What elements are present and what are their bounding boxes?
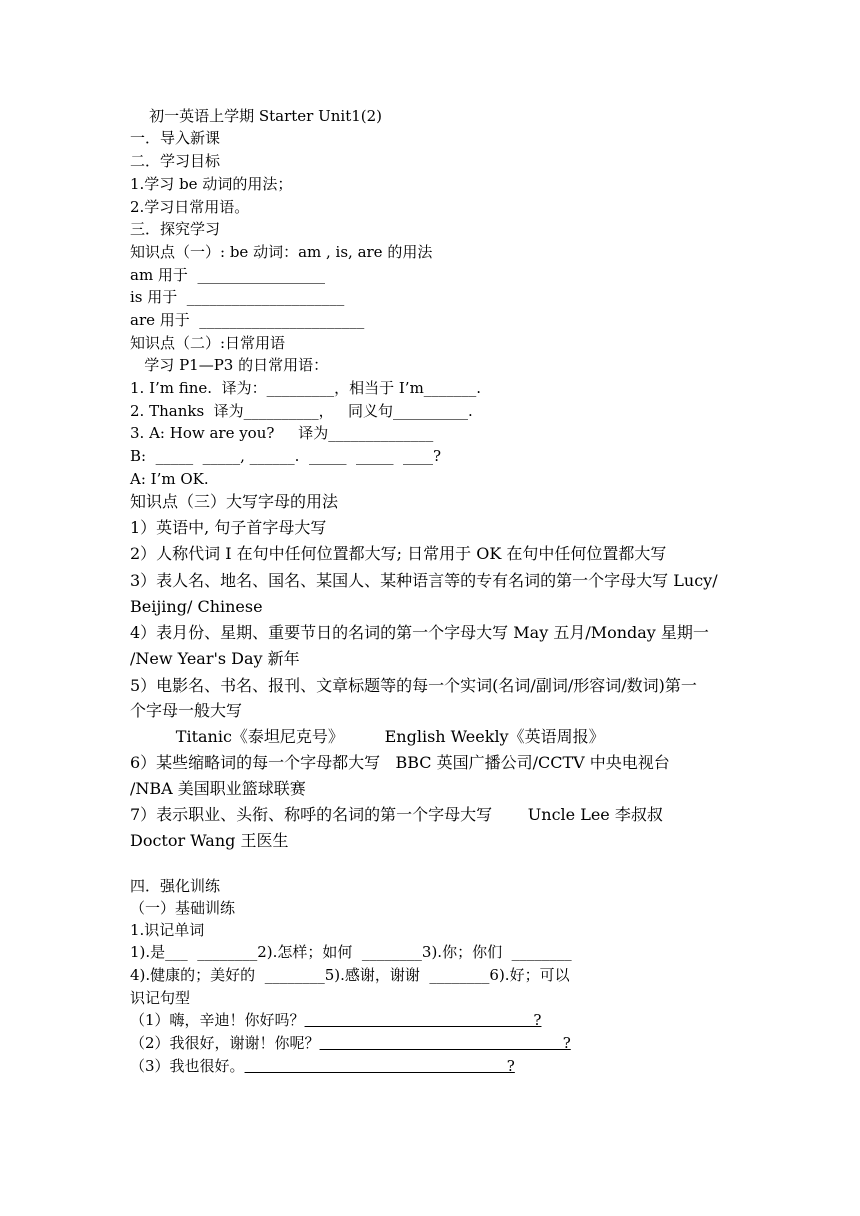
sentence-prompt: （1）嗨，辛迪！你好吗？ [130,1011,305,1029]
sentence-prompt: （2）我很好，谢谢！你呢？ [130,1034,320,1052]
text-line: A: I’m OK. [130,470,209,488]
answer-blank: ? [304,1011,542,1029]
text-line: Beijing/ Chinese [130,597,263,616]
sentence-prompt: （3）我也很好。 [130,1057,245,1075]
text-line: Titanic《泰坦尼克号》 English Weekly《英语周报》 [130,727,605,746]
section-heading: 二．学习目标 [130,152,221,170]
text-line: /New Year's Day 新年 [130,649,300,668]
text-line: 4).健康的；美好的 ________5).感谢，谢谢 ________6).好；可以 [130,966,570,984]
text-line: is 用于 _____________________ [130,288,345,306]
text-line: 3. A: How are you? 译为______________ [130,424,434,442]
text-line: 2. Thanks 译为__________， 同义句__________. [130,402,473,420]
text-line [130,1010,541,1030]
section-heading: 知识点（三）大写字母的用法 [130,492,339,511]
section-heading: 三．探究学习 [130,220,221,238]
text-line: 个字母一般大写 [130,701,243,720]
text-line: 1）英语中, 句子首字母大写 [130,518,327,537]
text-line: 2）人称代词 I 在句中任何位置都大写; 日常用于 OK 在句中任何位置都大写 [130,544,667,563]
text-line: 识记句型 [130,989,191,1007]
text-line: 知识点（二）:日常用语 [130,334,286,352]
text-line: 1.学习 be 动词的用法； [130,175,293,193]
section-heading: 一．导入新课 [130,129,221,147]
section-heading: 四．强化训练 [130,877,221,895]
text-line: 3）表人名、地名、国名、某国人、某种语言等的专有名词的第一个字母大写 Lucy/ [130,571,718,590]
text-line: B: _____ _____, ______. _____ _____ ____? [130,447,442,465]
text-line: am 用于 _________________ [130,266,325,284]
text-line: 1.识记单词 [130,921,205,939]
text-line: 7）表示职业、头衔、称呼的名词的第一个字母大写 Uncle Lee 李叔叔 [130,805,663,824]
answer-blank: ? [244,1057,515,1075]
text-line: 4）表月份、星期、重要节日的名词的第一个字母大写 May 五月/Monday 星期一 [130,623,709,642]
text-line: 6）某些缩略词的每一个字母都大写 BBC 英国广播公司/CCTV 中央电视台 [130,753,670,772]
doc-title: 初一英语上学期 Starter Unit1(2) [130,107,383,125]
text-line [130,1033,571,1053]
text-line: /NBA 美国职业篮球联赛 [130,779,306,798]
text-line: Doctor Wang 王医生 [130,831,289,850]
text-line: 1).是___ ________2).怎样；如何 ________3).你；你们 ________ [130,943,572,961]
text-line: 1. I’m fine. 译为：_________，相当于 I’m_______. [130,379,482,397]
text-line: 2.学习日常用语。 [130,198,250,216]
text-line [130,1056,515,1076]
text-line: 知识点（一）: be 动词：am , is, are 的用法 [130,243,433,261]
text-line: 5）电影名、书名、报刊、文章标题等的每一个实词(名词/副词/形容词/数词)第一 [130,676,697,695]
text-line: （一）基础训练 [130,899,236,917]
text-line: 学习 P1—P3 的日常用语： [130,356,329,374]
answer-blank: ? [319,1034,571,1052]
text-line: are 用于 ______________________ [130,311,365,329]
